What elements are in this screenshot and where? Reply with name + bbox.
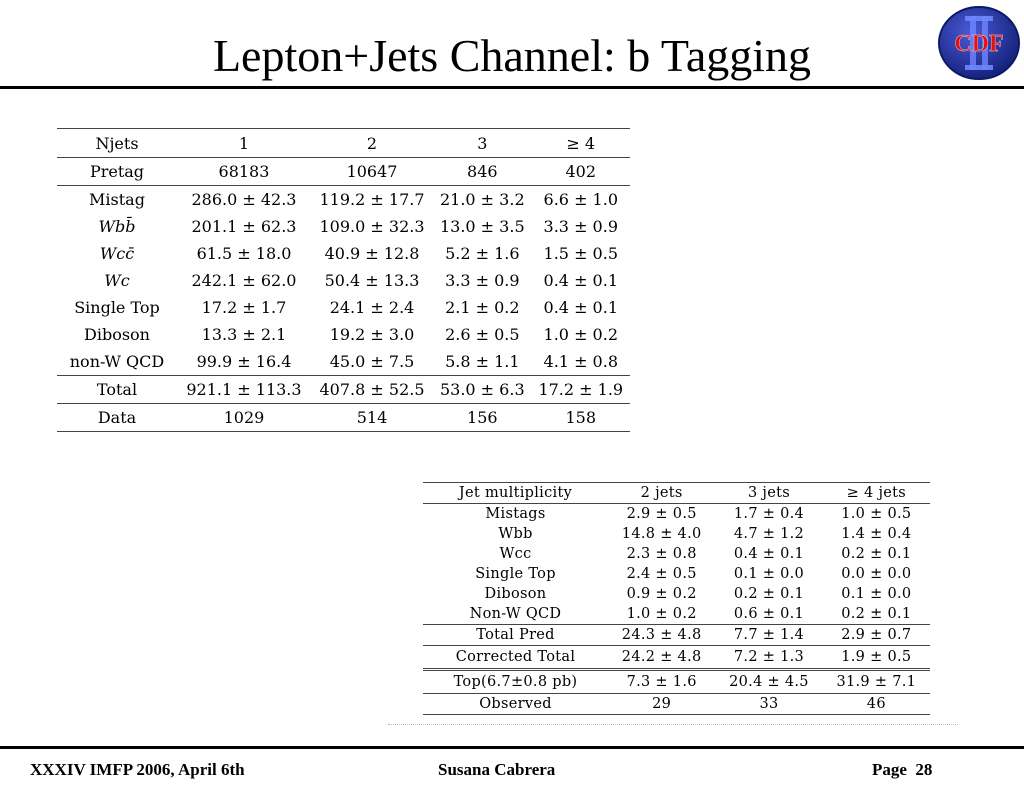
row-label: non-W QCD	[57, 348, 177, 376]
table-cell: 53.0 ± 6.3	[433, 376, 531, 404]
row-label: Mistags	[485, 506, 546, 522]
row-label: Diboson	[84, 325, 150, 344]
cdf-logo	[937, 4, 1021, 82]
table-cell: 2.4 ± 0.5	[626, 566, 697, 582]
row-label: Wc	[104, 271, 130, 290]
title-divider	[0, 86, 1024, 89]
table-cell: 109.0 ± 32.3	[319, 217, 425, 236]
table-cell: 2.9 ± 0.7	[823, 625, 930, 646]
table-cell: 14.8 ± 4.0	[621, 526, 702, 542]
table-row-corrected-total	[423, 646, 930, 670]
table-cell: 10647	[311, 158, 433, 186]
table-cell: 5.2 ± 1.6	[445, 244, 520, 263]
table-cell: 1.4 ± 0.4	[841, 526, 912, 542]
table-cell: 407.8 ± 52.5	[311, 376, 433, 404]
row-label: Data	[97, 408, 137, 427]
row-label: Corrected Total	[423, 646, 608, 670]
table-cell: 1.0 ± 0.2	[543, 325, 618, 344]
table-cell: 17.2 ± 1.9	[532, 376, 630, 404]
table-cell: 1.0 ± 0.5	[841, 506, 912, 522]
table-row	[423, 604, 930, 625]
row-label: Observed	[479, 696, 552, 712]
row-label: Wcc̄	[99, 244, 135, 263]
slide-title: Lepton+Jets Channel: b Tagging	[212, 30, 812, 81]
table-cell: 13.0 ± 3.5	[439, 217, 525, 236]
table-cell: 6.6 ± 1.0	[543, 190, 618, 209]
table-row	[57, 213, 630, 240]
table-cell: 3.3 ± 0.9	[543, 217, 618, 236]
row-label: Wbb̄	[98, 217, 136, 236]
header-cell: 2	[311, 129, 433, 158]
row-label: Total Pred	[423, 625, 608, 646]
table-cell: 2.1 ± 0.2	[445, 298, 520, 317]
table-cell: 2.3 ± 0.8	[626, 546, 697, 562]
table-row	[423, 544, 930, 564]
table-cell: 0.4 ± 0.1	[543, 298, 618, 317]
table-cell: 24.1 ± 2.4	[329, 298, 415, 317]
table-row-pretag	[57, 158, 630, 186]
table-cell: 40.9 ± 12.8	[324, 244, 420, 263]
table-cell: 50.4 ± 13.3	[324, 271, 420, 290]
table-cell: 17.2 ± 1.7	[201, 298, 287, 317]
table-cell: 514	[356, 408, 388, 427]
header-cell: 2 jets	[608, 483, 715, 504]
table-cell: 156	[467, 408, 498, 427]
table-cell: 5.8 ± 1.1	[433, 348, 531, 376]
row-label: Non-W QCD	[423, 604, 608, 625]
background-table-njets	[57, 128, 630, 432]
table-cell: 1.0 ± 0.2	[608, 604, 715, 625]
table-cell: 61.5 ± 18.0	[196, 244, 292, 263]
row-label: Wcc	[499, 546, 532, 562]
row-label: Total	[57, 376, 177, 404]
table-cell: 4.7 ± 1.2	[733, 526, 805, 542]
table-row-observed	[423, 694, 930, 715]
footer-divider	[0, 746, 1024, 749]
row-label: Diboson	[484, 586, 547, 602]
table-cell: 45.0 ± 7.5	[311, 348, 433, 376]
table-row-data	[57, 404, 630, 432]
table-cell: 0.1 ± 0.0	[841, 586, 912, 602]
table-cell: 0.9 ± 0.2	[626, 586, 697, 602]
table-cell: 0.2 ± 0.1	[841, 546, 912, 562]
table-cell: 0.6 ± 0.1	[715, 604, 822, 625]
table-row	[423, 564, 930, 584]
table-cell: 46	[866, 696, 886, 712]
table-row	[57, 240, 630, 267]
footer-conference: XXXIV IMFP 2006, April 6th	[30, 760, 245, 779]
table-cell: 21.0 ± 3.2	[439, 190, 525, 209]
table-cell: 31.9 ± 7.1	[823, 670, 930, 694]
table-cell: 119.2 ± 17.7	[319, 190, 425, 209]
table-cell: 33	[759, 696, 779, 712]
table-cell: 846	[433, 158, 531, 186]
table-cell: 0.4 ± 0.1	[733, 546, 805, 562]
table-cell: 0.4 ± 0.1	[543, 271, 618, 290]
table-cell: 1.7 ± 0.4	[733, 506, 805, 522]
footer-author: Susana Cabrera	[438, 760, 556, 779]
table-cell: 20.4 ± 4.5	[715, 670, 822, 694]
table-cell: 921.1 ± 113.3	[177, 376, 311, 404]
table-row	[57, 348, 630, 376]
table-cell: 0.0 ± 0.0	[841, 566, 912, 582]
row-label: Single Top	[475, 566, 556, 582]
header-cell: ≥ 4	[532, 129, 630, 158]
table-row	[57, 186, 630, 214]
row-label: Single Top	[74, 298, 160, 317]
table-row-total	[57, 376, 630, 404]
table-header-row	[423, 483, 930, 504]
table-cell: 1.5 ± 0.5	[543, 244, 618, 263]
table-cell: 7.7 ± 1.4	[715, 625, 822, 646]
table-cell: 1029	[223, 408, 265, 427]
table-header-row	[57, 129, 630, 158]
table-cell: 286.0 ± 42.3	[191, 190, 297, 209]
dotted-divider	[388, 724, 958, 725]
table-cell: 1.9 ± 0.5	[823, 646, 930, 670]
table-row	[423, 524, 930, 544]
table-cell: 19.2 ± 3.0	[329, 325, 415, 344]
table-cell: 7.2 ± 1.3	[715, 646, 822, 670]
header-cell: Njets	[57, 129, 177, 158]
row-label: Mistag	[89, 190, 145, 209]
header-cell: ≥ 4 jets	[823, 483, 930, 504]
table-row-top	[423, 670, 930, 694]
cdf-logo-text: CDF	[954, 31, 1004, 57]
table-cell: 2.9 ± 0.5	[626, 506, 697, 522]
table-cell: 0.2 ± 0.1	[733, 586, 805, 602]
table-cell: 201.1 ± 62.3	[191, 217, 297, 236]
table-cell: 0.2 ± 0.1	[823, 604, 930, 625]
table-row-total-pred	[423, 625, 930, 646]
table-cell: 99.9 ± 16.4	[177, 348, 311, 376]
background-table-jet-multiplicity	[423, 482, 930, 715]
row-label: Pretag	[57, 158, 177, 186]
table-row	[423, 504, 930, 525]
table-cell: 24.2 ± 4.8	[608, 646, 715, 670]
table-cell: 68183	[177, 158, 311, 186]
table-cell: 2.6 ± 0.5	[445, 325, 520, 344]
table-row	[57, 294, 630, 321]
row-label: Wbb	[498, 526, 533, 542]
table-cell: 242.1 ± 62.0	[191, 271, 297, 290]
table-cell: 24.3 ± 4.8	[608, 625, 715, 646]
table-cell: 158	[565, 408, 597, 427]
header-cell: 3	[433, 129, 531, 158]
table-cell: 3.3 ± 0.9	[445, 271, 520, 290]
table-cell: 4.1 ± 0.8	[532, 348, 630, 376]
table-cell: 0.1 ± 0.0	[733, 566, 805, 582]
header-cell: 1	[177, 129, 311, 158]
table-cell: 7.3 ± 1.6	[608, 670, 715, 694]
table-row	[57, 267, 630, 294]
row-label: Top(6.7±0.8 pb)	[423, 670, 608, 694]
table-cell: 29	[652, 696, 672, 712]
footer-page-number: Page 28	[872, 760, 933, 779]
table-cell: 13.3 ± 2.1	[201, 325, 287, 344]
header-cell: Jet multiplicity	[423, 483, 608, 504]
header-cell: 3 jets	[715, 483, 822, 504]
table-row	[57, 321, 630, 348]
table-row	[423, 584, 930, 604]
table-cell: 402	[532, 158, 630, 186]
